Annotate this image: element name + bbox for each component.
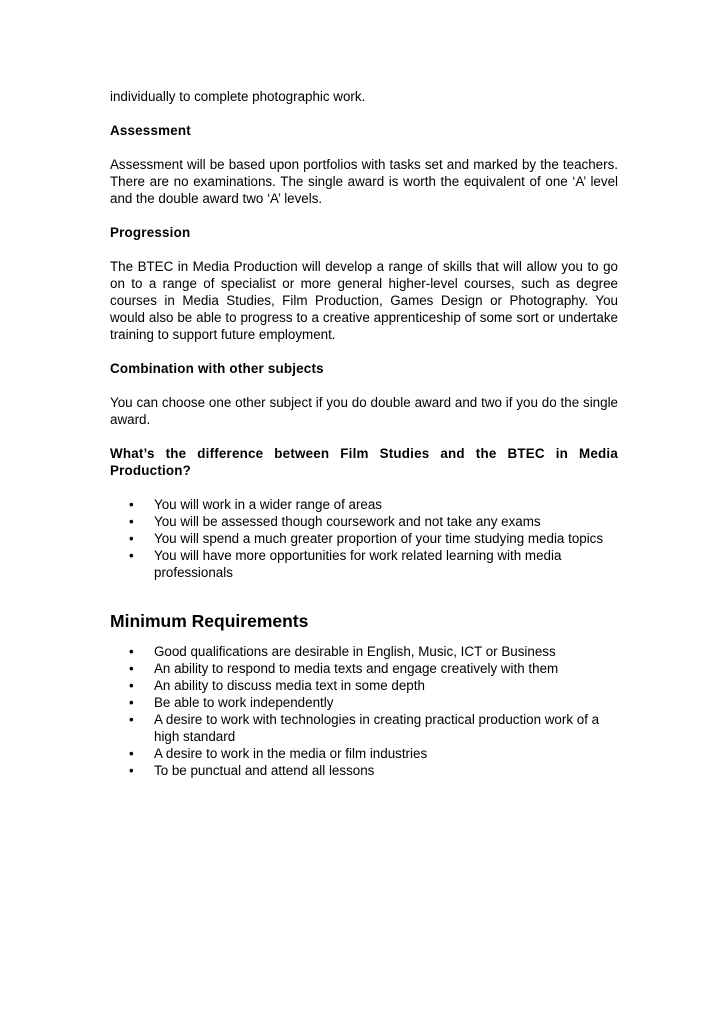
requirements-heading: Minimum Requirements <box>110 611 309 631</box>
list-item-text: An ability to respond to media texts and engage creatively with them <box>154 661 559 676</box>
bullet-icon: • <box>129 763 134 778</box>
list-item <box>110 547 618 581</box>
list-item <box>110 694 618 711</box>
bullet-icon: • <box>129 514 134 529</box>
progression-heading: Progression <box>110 225 191 240</box>
list-item <box>110 762 618 779</box>
spacer <box>110 241 618 258</box>
bullet-icon: • <box>129 746 134 761</box>
list-item-text: To be punctual and attend all lessons <box>154 763 375 778</box>
spacer <box>110 343 618 360</box>
bullet-icon: • <box>129 531 134 546</box>
difference-heading: What’s the difference between Film Studies and the BTEC in Media Production? <box>110 446 618 478</box>
bullet-icon: • <box>129 548 134 563</box>
list-item-text: Be able to work independently <box>154 695 334 710</box>
list-item <box>110 711 618 745</box>
list-item-text: You will have more opportunities for work related learning with media professionals <box>154 548 562 580</box>
bullet-icon: • <box>129 712 134 727</box>
list-item-text: A desire to work with technologies in creating practical production work of a high standard <box>154 712 600 744</box>
document-page <box>110 88 618 779</box>
spacer <box>110 105 618 122</box>
list-item <box>110 660 618 677</box>
progression-body: The BTEC in Media Production will develop a range of skills that will allow you to go on to a range of specialist or more general higher-level courses, such as degree courses in Media Studies, Film Production, Games Design or Photography. You would also be able to progress to a creative apprenticeship of some sort or undertake training to support future employment. <box>110 259 618 342</box>
spacer <box>110 207 618 224</box>
list-item <box>110 643 618 660</box>
combination-heading: Combination with other subjects <box>110 361 324 376</box>
spacer <box>110 377 618 394</box>
list-item <box>110 745 618 762</box>
list-item-text: You will work in a wider range of areas <box>154 497 383 512</box>
bullet-icon: • <box>129 497 134 512</box>
combination-body: You can choose one other subject if you do double award and two if you do the single award. <box>110 395 618 427</box>
list-item-text: Good qualifications are desirable in English, Music, ICT or Business <box>154 644 556 659</box>
intro-fragment: individually to complete photographic work. <box>110 89 366 104</box>
bullet-icon: • <box>129 695 134 710</box>
spacer <box>110 428 618 445</box>
list-item <box>110 677 618 694</box>
list-item-text: You will be assessed though coursework and not take any exams <box>154 514 541 529</box>
assessment-heading: Assessment <box>110 123 191 138</box>
list-item-text: An ability to discuss media text in some depth <box>154 678 425 693</box>
list-item-text: You will spend a much greater proportion of your time studying media topics <box>154 531 604 546</box>
list-item <box>110 496 618 513</box>
spacer <box>110 139 618 156</box>
list-item <box>110 513 618 530</box>
list-item-text: A desire to work in the media or film industries <box>154 746 428 761</box>
list-item <box>110 530 618 547</box>
spacer <box>110 479 618 496</box>
bullet-icon: • <box>129 661 134 676</box>
bullet-icon: • <box>129 678 134 693</box>
bullet-icon: • <box>129 644 134 659</box>
difference-list <box>110 496 618 581</box>
assessment-body: Assessment will be based upon portfolios with tasks set and marked by the teachers. There are no examinations. The single award is worth the equivalent of one ‘A’ level and the double award two ‘A’ levels. <box>110 157 618 206</box>
requirements-list <box>110 643 618 779</box>
